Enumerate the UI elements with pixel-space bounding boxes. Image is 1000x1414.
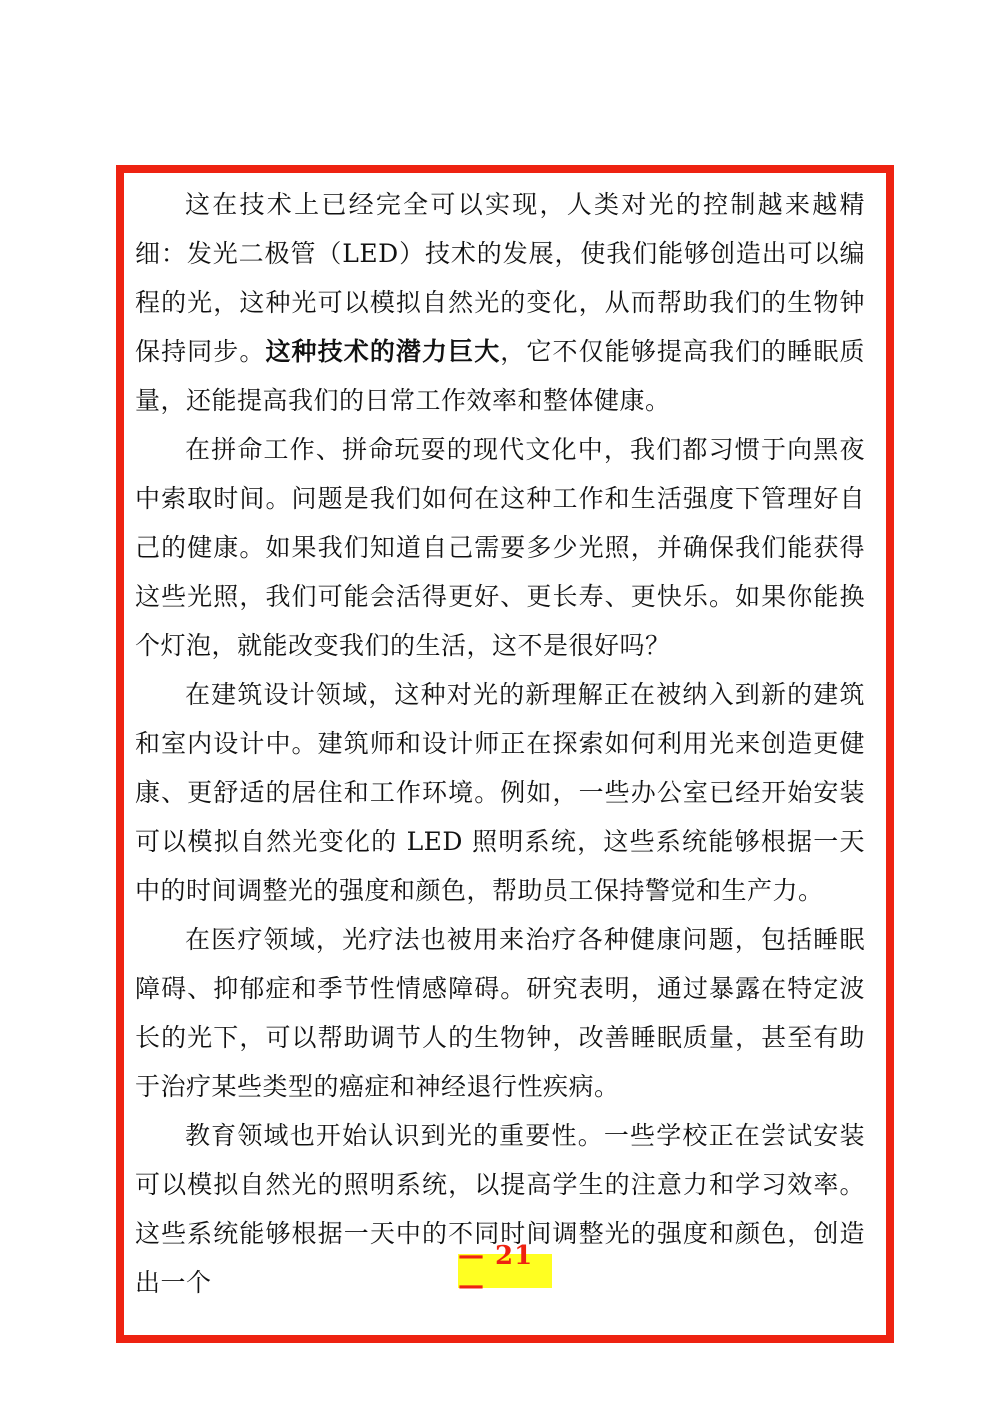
paragraph-5-text: 教育领域也开始认识到光的重要性。一些学校正在尝试安装可以模拟自然光的照明系统，以提高学生的注意力和学习效率。这些系统能够根据一天中的不同时间调整光的强度和颜色，创造出一个 [135, 1121, 865, 1297]
paragraph-4-text: 在医疗领域，光疗法也被用来治疗各种健康问题，包括睡眠障碍、抑郁症和季节性情感障碍。研究表明，通过暴露在特定波长的光下，可以帮助调节人的生物钟，改善睡眠质量，甚至有助于治疗某些类型的癌症和神经退行性疾病。 [135, 925, 865, 1101]
paragraph-1 [135, 180, 865, 425]
paragraph-3-text: 在建筑设计领域，这种对光的新理解正在被纳入到新的建筑和室内设计中。建筑师和设计师正在探索如何利用光来创造更健康、更舒适的居住和工作环境。例如，一些办公室已经开始安装可以模拟自然光变化的 LED 照明系统，这些系统能够根据一天中的时间调整光的强度和颜色，帮助员工保持警觉和生产力。 [135, 680, 865, 905]
document-body [135, 180, 865, 1307]
page-number-badge: — 21 — [458, 1254, 552, 1288]
paragraph-1-continuation-bold: 这种技术的潜力巨大 [265, 337, 501, 366]
paragraph-1-text: 这在技术上已经完全可以实现，人类对光的控制越来越精细：发光二极管（LED）技术的发展，使我们能够创造出可以编程的光，这种光可以模拟自然光的变化，从而帮助我们的生物钟保持同步。 [135, 190, 865, 366]
paragraph-2 [135, 425, 865, 670]
paragraph-2-text: 在拼命工作、拼命玩耍的现代文化中，我们都习惯于向黑夜中索取时间。问题是我们如何在这种工作和生活强度下管理好自己的健康。如果我们知道自己需要多少光照，并确保我们能获得这些光照，我们可能会活得更好、更长寿、更快乐。如果你能换个灯泡，就能改变我们的生活，这不是很好吗？ [135, 435, 865, 660]
paragraph-1-continuation-text: ，它不仅能够提高我们的睡眠质量，还能提高我们的日常工作效率和整体健康。 [135, 337, 865, 415]
paragraph-3 [135, 670, 865, 915]
paragraph-4 [135, 915, 865, 1111]
